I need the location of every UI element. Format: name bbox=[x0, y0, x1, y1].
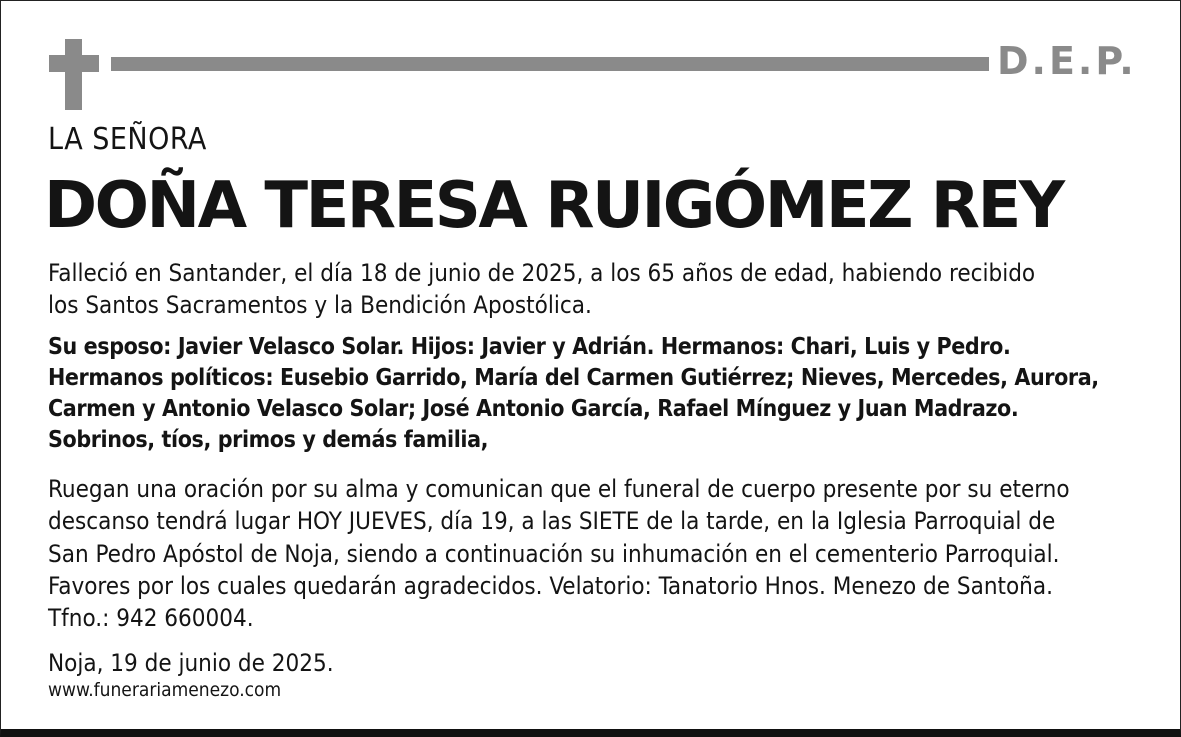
family-paragraph bbox=[48, 332, 1099, 456]
deceased-name: DOÑA TERESA RUIGÓMEZ REY bbox=[44, 169, 1063, 243]
text-line: San Pedro Apóstol de Noja, siendo a continuación su inhumación en el cementerio Parroquial. bbox=[48, 539, 1060, 568]
text-line: Sobrinos, tíos, primos y demás familia, bbox=[48, 427, 489, 453]
text-line: descanso tendrá lugar HOY JUEVES, día 19, a las SIETE de la tarde, en la Iglesia Parroquial de bbox=[48, 507, 1056, 536]
header-rule bbox=[111, 57, 989, 71]
title-prefix: LA SEÑORA bbox=[48, 122, 207, 157]
cross-icon-vertical bbox=[65, 39, 82, 110]
dep-label: D.E.P. bbox=[997, 39, 1137, 83]
death-notice-paragraph bbox=[48, 257, 1035, 321]
text-line: Ruegan una oración por su alma y comunican que el funeral de cuerpo presente por su eterno bbox=[48, 475, 1070, 503]
place-date: Noja, 19 de junio de 2025. bbox=[48, 649, 334, 677]
text-line: Carmen y Antonio Velasco Solar; José Antonio García, Rafael Mínguez y Juan Madrazo. bbox=[48, 396, 1019, 422]
text-line: los Santos Sacramentos y la Bendición Apostólica. bbox=[48, 291, 592, 319]
text-line: Falleció en Santander, el día 18 de junio de 2025, a los 65 años de edad, habiendo recibido bbox=[48, 259, 1036, 287]
text-line: Su esposo: Javier Velasco Solar. Hijos: Javier y Adrián. Hermanos: Chari, Luis y Pedro. bbox=[48, 334, 1011, 360]
funeral-paragraph bbox=[48, 473, 1070, 634]
text-line: Hermanos políticos: Eusebio Garrido, María del Carmen Gutiérrez; Nieves, Mercedes, Aurora, bbox=[48, 365, 1099, 391]
text-line: Tfno.: 942 660004. bbox=[48, 604, 254, 633]
text-line: Favores por los cuales quedarán agradecidos. Velatorio: Tanatorio Hnos. Menezo de Santoña. bbox=[48, 571, 1053, 600]
website-link[interactable]: www.funerariamenezo.com bbox=[48, 679, 282, 701]
cross-icon-horizontal bbox=[49, 55, 99, 72]
